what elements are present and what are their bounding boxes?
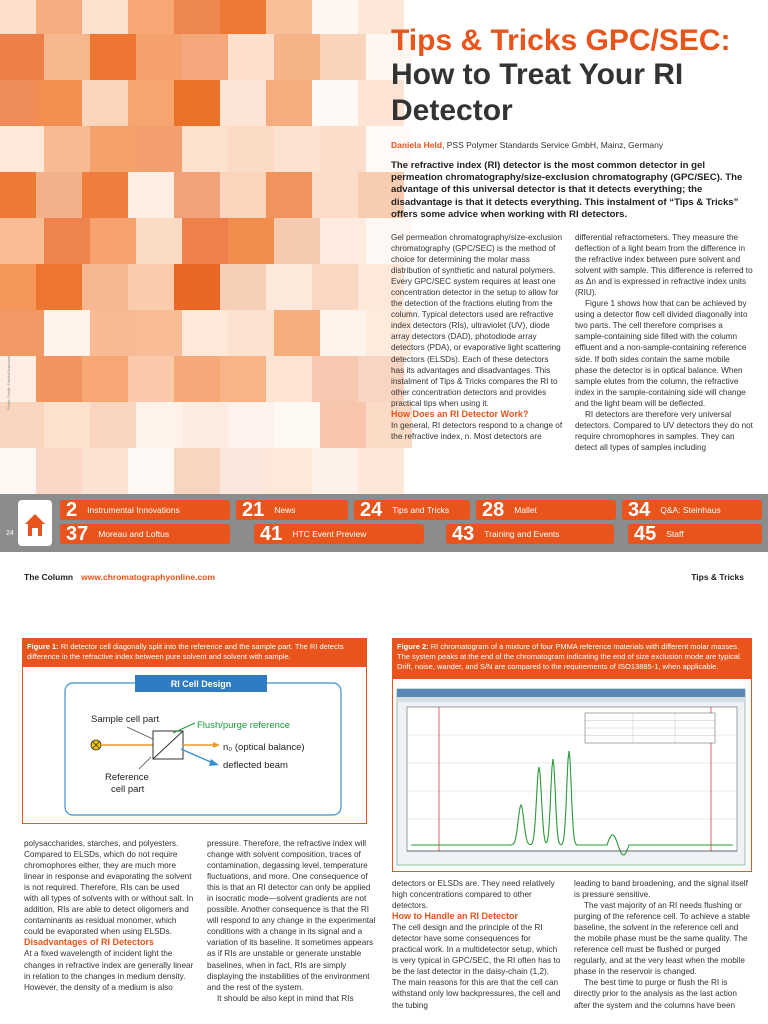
reference-label-2: cell part: [111, 784, 145, 795]
nav-item-label: Moreau and Loftus: [98, 529, 170, 539]
caption-text: RI chromatogram of a mixture of four PMMA reference materials with different molar masses. The system peaks at the end of the chromatogram indicating the end of size exclusion mode are typical. Drift, noise, wander, and S/N are compared to the requirements of ISO13885-1, when applicable.: [397, 642, 742, 671]
nav-item-news[interactable]: [236, 500, 348, 520]
mosaic-tile: [220, 80, 266, 126]
mosaic-tile: [274, 402, 320, 448]
section-heading: How to Handle an RI Detector: [392, 911, 519, 922]
caption-text: RI detector cell diagonally split into the reference and the sample part. The RI detects difference in the refractive index between pure solvent and solvent with sample.: [27, 642, 344, 661]
author-name: Daniela Held: [391, 140, 443, 150]
ri-chromatogram-screenshot: [393, 679, 751, 871]
journal-url[interactable]: www.chromatographyonline.com: [81, 572, 215, 582]
paragraph: pressure. Therefore, the refractive index will change with solvent composition, traces of contamination, degassing level, temperature fluctuations, and more. One consequence of this is that an RI detector can only be applied in isocratic mode—solvent gradients are not possible. Another consequence is that the RI will respond to any change in the experimental conditions with a change in its signal and a variation of its baseline. It sometimes appears as if RIs are unstable or generate unstable baselines, when in fact, RIs are simply displaying the instabilities of the environment and the rest of the system.: [207, 839, 376, 992]
body-column-4: [574, 878, 750, 1011]
magazine-page-25: [0, 552, 768, 1024]
mosaic-tile: [136, 218, 182, 264]
mosaic-tile: [266, 172, 312, 218]
mosaic-tile: [228, 126, 274, 172]
mosaic-tile: [174, 172, 220, 218]
nav-item-number: 34: [628, 499, 651, 521]
caption-label: Figure 1:: [27, 642, 59, 651]
mosaic-tile: [312, 80, 358, 126]
mosaic-tile: [44, 126, 90, 172]
nav-item-mallet[interactable]: [476, 500, 616, 520]
mosaic-tile: [312, 448, 358, 494]
paragraph: The cell design and the principle of the RI detector have some consequences for practical work. In a multidetector setup, which is very typical in GPC/SEC, the RI often has to be the last detector in the daisy-chain (1,2). The main reasons for this are that the cell can withstand only low backpressures, the cell and the tubing: [392, 923, 561, 1010]
nav-item-number: 37: [66, 523, 89, 545]
mosaic-tile: [274, 126, 320, 172]
mosaic-tile: [82, 264, 128, 310]
mosaic-tile: [0, 172, 36, 218]
mosaic-tile: [0, 448, 36, 494]
mosaic-tile: [266, 356, 312, 402]
mosaic-tile: [312, 0, 358, 34]
mosaic-tile: [44, 34, 90, 80]
mosaic-tile: [312, 356, 358, 402]
mosaic-tile: [274, 34, 320, 80]
paragraph: It should be also kept in mind that RIs: [217, 993, 354, 1003]
mosaic-tile: [266, 0, 312, 34]
mosaic-tile: [44, 402, 90, 448]
mosaic-tile: [36, 80, 82, 126]
mosaic-tile: [182, 310, 228, 356]
mosaic-tile: [128, 172, 174, 218]
body-column-1: [24, 838, 196, 993]
figure-1: [22, 638, 367, 824]
mosaic-tile: [36, 172, 82, 218]
nav-item-label: Tips and Tricks: [392, 505, 450, 515]
mosaic-tile: [228, 310, 274, 356]
mosaic-tile: [36, 448, 82, 494]
mosaic-tile: [320, 126, 366, 172]
mosaic-tile: [0, 34, 44, 80]
mosaic-tile: [174, 264, 220, 310]
nav-item-number: 24: [360, 499, 383, 521]
mosaic-tile: [128, 0, 174, 34]
nav-item-number: 43: [452, 523, 475, 545]
body-column-3: [392, 878, 562, 1011]
mosaic-tile: [358, 448, 404, 494]
mosaic-tile: [128, 80, 174, 126]
mosaic-tile: [174, 448, 220, 494]
sample-cell-label: Sample cell part: [91, 714, 160, 725]
figure-1-caption: [23, 639, 366, 667]
mosaic-tile: [0, 126, 44, 172]
nav-item-number: 21: [242, 499, 265, 521]
mosaic-tile: [128, 356, 174, 402]
nav-item-label: Staff: [666, 529, 684, 539]
body-column-2: [575, 232, 753, 453]
section-heading: Disadvantages of RI Detectors: [24, 937, 155, 948]
author-line: [391, 140, 663, 150]
mosaic-tile: [90, 310, 136, 356]
deflected-beam-label: deflected beam: [223, 760, 288, 771]
nav-item-qa-steinhaus[interactable]: [622, 500, 762, 520]
mosaic-tile: [0, 264, 36, 310]
author-affiliation: , PSS Polymer Standards Service GmbH, Mainz, Germany: [442, 140, 664, 150]
nav-item-training-and-events[interactable]: [446, 524, 614, 544]
paragraph: The vast majority of an RI needs flushing or purging of the reference cell. To achieve a stable baseline, the solvent in the reference cell and the mobile phase must be the same quality. The reference cell must be flushed or purged regularly, and at the very least when the mobile phase in the reservoir is changed.: [574, 901, 750, 977]
paragraph: polysaccharides, starches, and polyesters. Compared to ELSDs, which do not require chromophores either, they are much more linear in response and evaporating the solvent is not required. Therefore, RIs can be used with all types of solvents with or without salt. In addition, RIs are able to detect oligomers and contaminants as residual monomer, which could be evaporated when using ELSDs.: [24, 839, 194, 937]
paragraph: leading to band broadening, and the signal itself is pressure sensitive.: [574, 879, 748, 900]
paragraph: Figure 1 shows how that can be achieved by using a detector flow cell divided diagonally into two parts. The cell therefore comprises a sample-containing side filled with the column effluent and a non-sample-containing reference side. If both sides contain the same mobile phase the detector is in optical balance. When sample elutes from the column, the refractive index in the sample-containing side will change and the light beam will be deflected.: [575, 299, 748, 408]
mosaic-tile: [44, 310, 90, 356]
mosaic-tile: [320, 34, 366, 80]
mosaic-tile: [220, 448, 266, 494]
mosaic-tile: [82, 0, 128, 34]
article-title: [391, 24, 761, 129]
mosaic-tile: [174, 80, 220, 126]
mosaic-tile: [182, 126, 228, 172]
mosaic-tile: [182, 402, 228, 448]
mosaic-tile: [90, 402, 136, 448]
figure-2-caption: [393, 639, 751, 679]
nav-item-tips-and-tricks[interactable]: [354, 500, 470, 520]
nav-item-htc-event-preview[interactable]: [254, 524, 424, 544]
orange-mosaic-image: [0, 0, 400, 485]
mosaic-tile: [174, 0, 220, 34]
mosaic-tile: [174, 356, 220, 402]
mosaic-tile: [266, 80, 312, 126]
contents-navigation-bar: [0, 494, 768, 552]
mosaic-tile: [82, 356, 128, 402]
mosaic-tile: [90, 218, 136, 264]
intro-paragraph: The refractive index (RI) detector is the most common detector in gel permeation chromatography/size-exclusion chromatography (GPC/SEC). The advantage of this universal detector is that it detects everything; the disadvantage is that it detects everything. This instalment of “Tips & Tricks” offers some advice when working with RI detectors.: [391, 160, 743, 220]
mosaic-tile: [0, 310, 44, 356]
paragraph: Gel permeation chromatography/size-exclusion chromatography (GPC/SEC) is the method of choice for determining the molar mass distribution of synthetic and natural polymers. Every GPC/SEC system requires at least one concentration detector in the setup to allow for the detection of the fractions eluting from the column. Typical detectors used are refractive index detectors (RIs), ultraviolet (UV), diode array detectors (DAD), photodiode array detectors (PDA), or evaporative light scattering detectors (ELSDs). Each of these detectors has its advantages and disadvantages. This instalment of Tips & Tricks compares the RI to other concentration detectors and provides practical tips when using it.: [391, 233, 563, 408]
mosaic-tile: [320, 310, 366, 356]
mosaic-tile: [182, 218, 228, 264]
nav-item-label: Q&A: Steinhaus: [660, 505, 721, 515]
home-button[interactable]: [18, 500, 52, 546]
mosaic-tile: [90, 34, 136, 80]
nav-item-label: Instrumental Innovations: [87, 505, 180, 515]
mosaic-tile: [128, 448, 174, 494]
mosaic-tile: [320, 218, 366, 264]
nav-item-moreau-and-loftus[interactable]: [60, 524, 230, 544]
title-line-3: Detector: [391, 94, 513, 127]
mosaic-tile: [136, 310, 182, 356]
body-column-2: [207, 838, 379, 1004]
mosaic-tile: [228, 218, 274, 264]
optical-balance-label: n₀ (optical balance): [223, 742, 305, 753]
mosaic-tile: [82, 80, 128, 126]
mosaic-tile: [312, 172, 358, 218]
figure-2: [392, 638, 752, 872]
flush-purge-label: Flush/purge reference: [197, 720, 290, 731]
mosaic-tile: [274, 218, 320, 264]
mosaic-tile: [128, 264, 174, 310]
paragraph: At a fixed wavelength of incident light the changes in refractive index are generally linear in relation to the changes in medium density. However, the density of a medium is also: [24, 949, 194, 992]
section-heading: How Does an RI Detector Work?: [391, 408, 529, 419]
mosaic-tile: [44, 218, 90, 264]
nav-item-label: Training and Events: [484, 529, 560, 539]
nav-item-label: News: [274, 505, 296, 515]
mosaic-tile: [220, 0, 266, 34]
mosaic-tile: [136, 34, 182, 80]
mosaic-tile: [36, 0, 82, 34]
mosaic-tile: [220, 356, 266, 402]
mosaic-tile: [266, 264, 312, 310]
box-title: RI Cell Design: [170, 679, 232, 689]
mosaic-tile: [82, 448, 128, 494]
nav-item-number: 41: [260, 523, 283, 545]
paragraph: detectors or ELSDs are. They need relatively high concentrations compared to other detectors.: [392, 879, 555, 911]
mosaic-tile: [0, 80, 36, 126]
mosaic-tile: [36, 356, 82, 402]
mosaic-tile: [90, 126, 136, 172]
mosaic-tile: [220, 172, 266, 218]
paragraph: In general, RI detectors respond to a change of the refractive index, n. Most detectors are: [391, 420, 563, 441]
caption-label: Figure 2:: [397, 642, 429, 651]
paragraph: The best time to purge or flush the RI is directly prior to the analysis as the last action after the system and the columns have been: [574, 978, 737, 1010]
nav-item-number: 28: [482, 499, 505, 521]
mosaic-tile: [228, 402, 274, 448]
nav-item-staff[interactable]: [628, 524, 762, 544]
title-line-1: Tips & Tricks GPC/SEC:: [391, 24, 731, 57]
mosaic-tile: [320, 402, 366, 448]
paragraph: RI detectors are therefore very universal detectors. Compared to UV detectors they do not require chromophores in samples. They can detect all types of samples including: [575, 409, 753, 452]
mosaic-tile: [0, 0, 36, 34]
nav-item-label: HTC Event Preview: [292, 529, 367, 539]
title-line-2: How to Treat Your RI: [391, 58, 684, 91]
mosaic-tile: [136, 126, 182, 172]
mosaic-tile: [36, 264, 82, 310]
page-number: 24: [6, 530, 14, 537]
section-name: Tips & Tricks: [691, 572, 744, 582]
mosaic-tile: [82, 172, 128, 218]
journal-name: The Column: [24, 572, 74, 582]
nav-item-instrumental-innovations[interactable]: [60, 500, 230, 520]
photo-credit: Photo Credit: Fotolia/Unknown: [6, 355, 11, 410]
running-header: [24, 572, 215, 582]
mosaic-tile: [182, 34, 228, 80]
mosaic-tile: [136, 402, 182, 448]
mosaic-tile: [266, 448, 312, 494]
home-icon: [18, 500, 52, 546]
nav-item-number: 2: [66, 499, 78, 521]
mosaic-tile: [274, 310, 320, 356]
nav-item-number: 45: [634, 523, 657, 545]
reference-label-1: Reference: [105, 772, 149, 783]
mosaic-tile: [228, 34, 274, 80]
mosaic-tile: [312, 264, 358, 310]
mosaic-tile: [220, 264, 266, 310]
nav-item-label: Mallet: [514, 505, 537, 515]
paragraph: differential refractometers. They measure the deflection of a light beam from the difference in the refractive index between pure solvent and solvent with sample. This difference is referred to as Δn and is expressed in refractive index units (RIU).: [575, 233, 753, 298]
mosaic-tile: [0, 218, 44, 264]
ri-cell-diagram: [23, 667, 366, 823]
body-column-1: [391, 232, 563, 442]
